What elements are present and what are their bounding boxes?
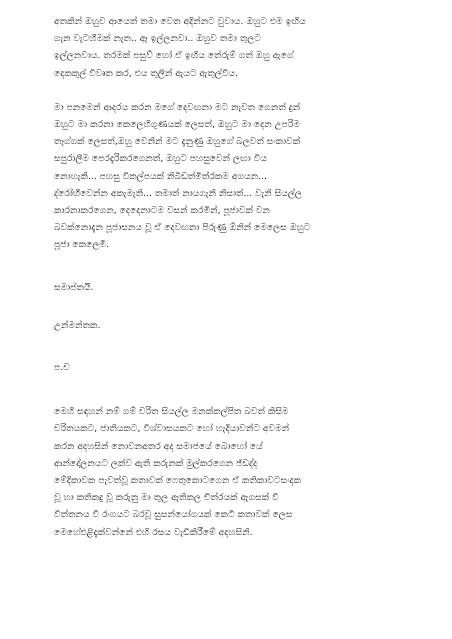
paragraph-line: ඉල්ලනවාය. තරමක් පසුව් හෝ ඒ ඉඟිය තේරුම් ගත් ඔහු ඇගේ	[54, 50, 294, 62]
paragraph-line: චරිතයකට, ජාතියකට, විශ්වාසයකට හෝ හැදියාවන්ට අවමන්	[54, 423, 290, 435]
postscript-line: ප.ච	[54, 362, 70, 374]
paragraph-line: ද්රෝහීවෙන්න අකැමැති... තමාත් නායගැනි නිසාත්... වැනි සියල්ල	[54, 187, 302, 199]
author-line: උන්මන්තක.	[54, 319, 101, 331]
paragraph-line: කාරනාකරගෙන, දෙදෙනාටම වසන් කරමින්, පූජාවක් වන	[54, 205, 270, 217]
paragraph-line: මේදිකාවක පැවත්වූ කතාවක් ෆෙතුකොටගෙන ඒ කතිකාවටසංදක	[54, 475, 302, 487]
paragraph-line: වූ හා කතිකදු වූ කරුනු මා තුල ඇතිකල චිත්රයක් ඇගසක් වී	[54, 492, 279, 504]
paragraph-line: මා පනමෙන් ආදරය කරන මගේ දෙවඟනා මට නැවත ගෙනත් දුන්	[54, 101, 301, 113]
paragraph-line: සපුරාලීම පෙරදැරිකරගෙනත්, ඔහුට පහසුවෙන් ලඟා විය	[54, 153, 267, 165]
paragraph-line: පූජා කෙලෙමී.	[54, 239, 109, 251]
paragraph-line: දෙකකුල් විවෘත කර, එය තුලින් ඇයට ඇතුල්විය.	[54, 67, 238, 79]
closing-line: සමාප්තයි.	[54, 281, 94, 293]
document-body	[54, 13, 400, 541]
paragraph-line: අතකින් ඔහුව ආයෙත් තමා වෙත අදින්නට වුවාය. ඔහුට එම ඉඟිය	[54, 16, 306, 27]
paragraph-line: තෑග්ගක් ලෙසත්,ඔහු වෙනින් මට දැනුණු ඔහුගේ බලවත් සංකාවක්	[54, 136, 301, 148]
paragraph-line: විත්තනය වී රංගයට බරවූ සුසන්යෝගයක් කෙටි කතාවක් ලෙස	[54, 509, 293, 521]
paragraph-line: ඔහුට මා කරනා කෙලෙහිගුණයක් ලෙසත්, ඔහුට මා දෙන උපරිම	[54, 119, 301, 131]
author-unmanthaka	[54, 317, 400, 334]
paragraph-line: කරන අදහසින් නොවනඅතර අද සමාජයේ බොහෝ යේ	[54, 440, 263, 452]
paragraph-line: නොහැකි... පහසු විකල්පයක් නිබිඩත්මිත්රකම අගයන...	[54, 170, 267, 182]
paragraph-3	[54, 403, 400, 541]
paragraph-line: බවක්නොදැන පූජාසනය වූ ඒ දෙවඟනා පිරුණු ඕනින් මෙලෙස ඔහුට	[54, 222, 311, 234]
paragraph-1	[54, 13, 400, 82]
paragraph-line: ආන්දෝලනයට ලක්ව ඇති කරුනක් මුල්කරගෙන ජ්ඩද්ද	[54, 457, 258, 469]
closing-samapthai	[54, 279, 400, 296]
paragraph-2	[54, 99, 400, 254]
paragraph-line: මෙහේඑළිදැක්වන්නේ එහි රසය වැඩිකිරීමේ අදහසිනි.	[54, 526, 253, 538]
paragraph-line: මෙහි සඳහන් නම් ගම් චරිත සියල්ල මනක්කල්පිත බවත් කිසිම	[54, 406, 289, 418]
paragraph-line: ගැන වැටහීමක් නැත.. ඈ ඉල්ලනවා.. ඔහුව තමා තුලට	[54, 33, 261, 45]
postscript-heading	[54, 359, 400, 376]
